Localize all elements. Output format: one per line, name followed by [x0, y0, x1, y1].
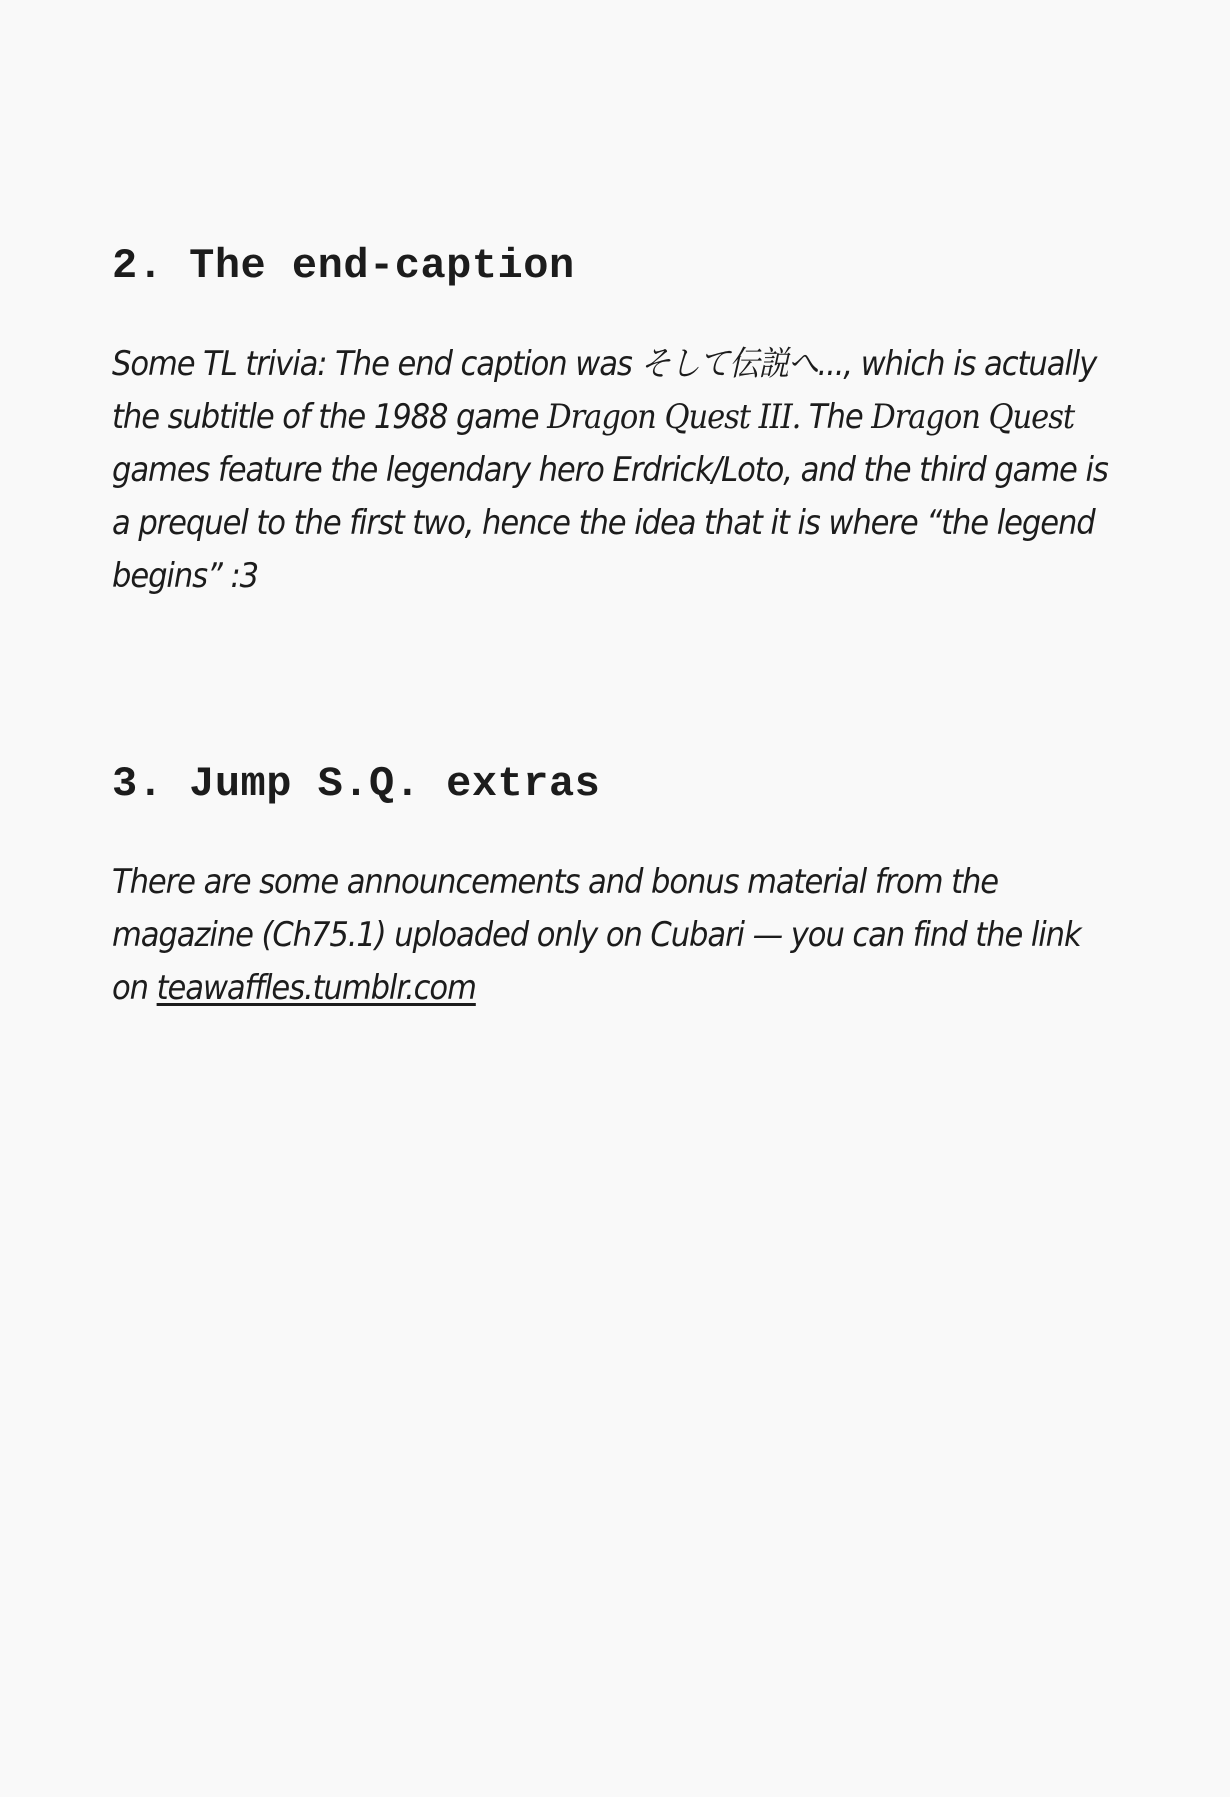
section-end-caption [112, 236, 1122, 603]
game-title: Dragon Quest [871, 397, 1075, 437]
section-body [112, 338, 1120, 603]
section-jump-sq-extras [112, 754, 1122, 1015]
game-title: Dragon Quest III. [547, 397, 801, 437]
section-heading: 2. The end-caption [112, 242, 575, 290]
body-text-segment: games feature the legendary hero Erdrick/Loto, and the third game is a prequel to the first two, hence the idea that it is where “the legend begins” :3 [112, 450, 1108, 596]
body-text-segment: The [800, 397, 872, 437]
section-heading: 3. Jump S.Q. extras [112, 760, 601, 808]
body-text-segment: Some TL trivia: The end caption was そして伝説へ..., which is actually the subtitle of the 1988 game [112, 344, 1097, 437]
tumblr-link[interactable]: teawaffles.tumblr.com [156, 968, 476, 1008]
body-text-segment: There are some announcements and bonus material from the magazine (Ch75.1) uploaded only on Cubari — you can find the link on [112, 862, 1081, 1008]
section-body [112, 856, 1120, 1015]
